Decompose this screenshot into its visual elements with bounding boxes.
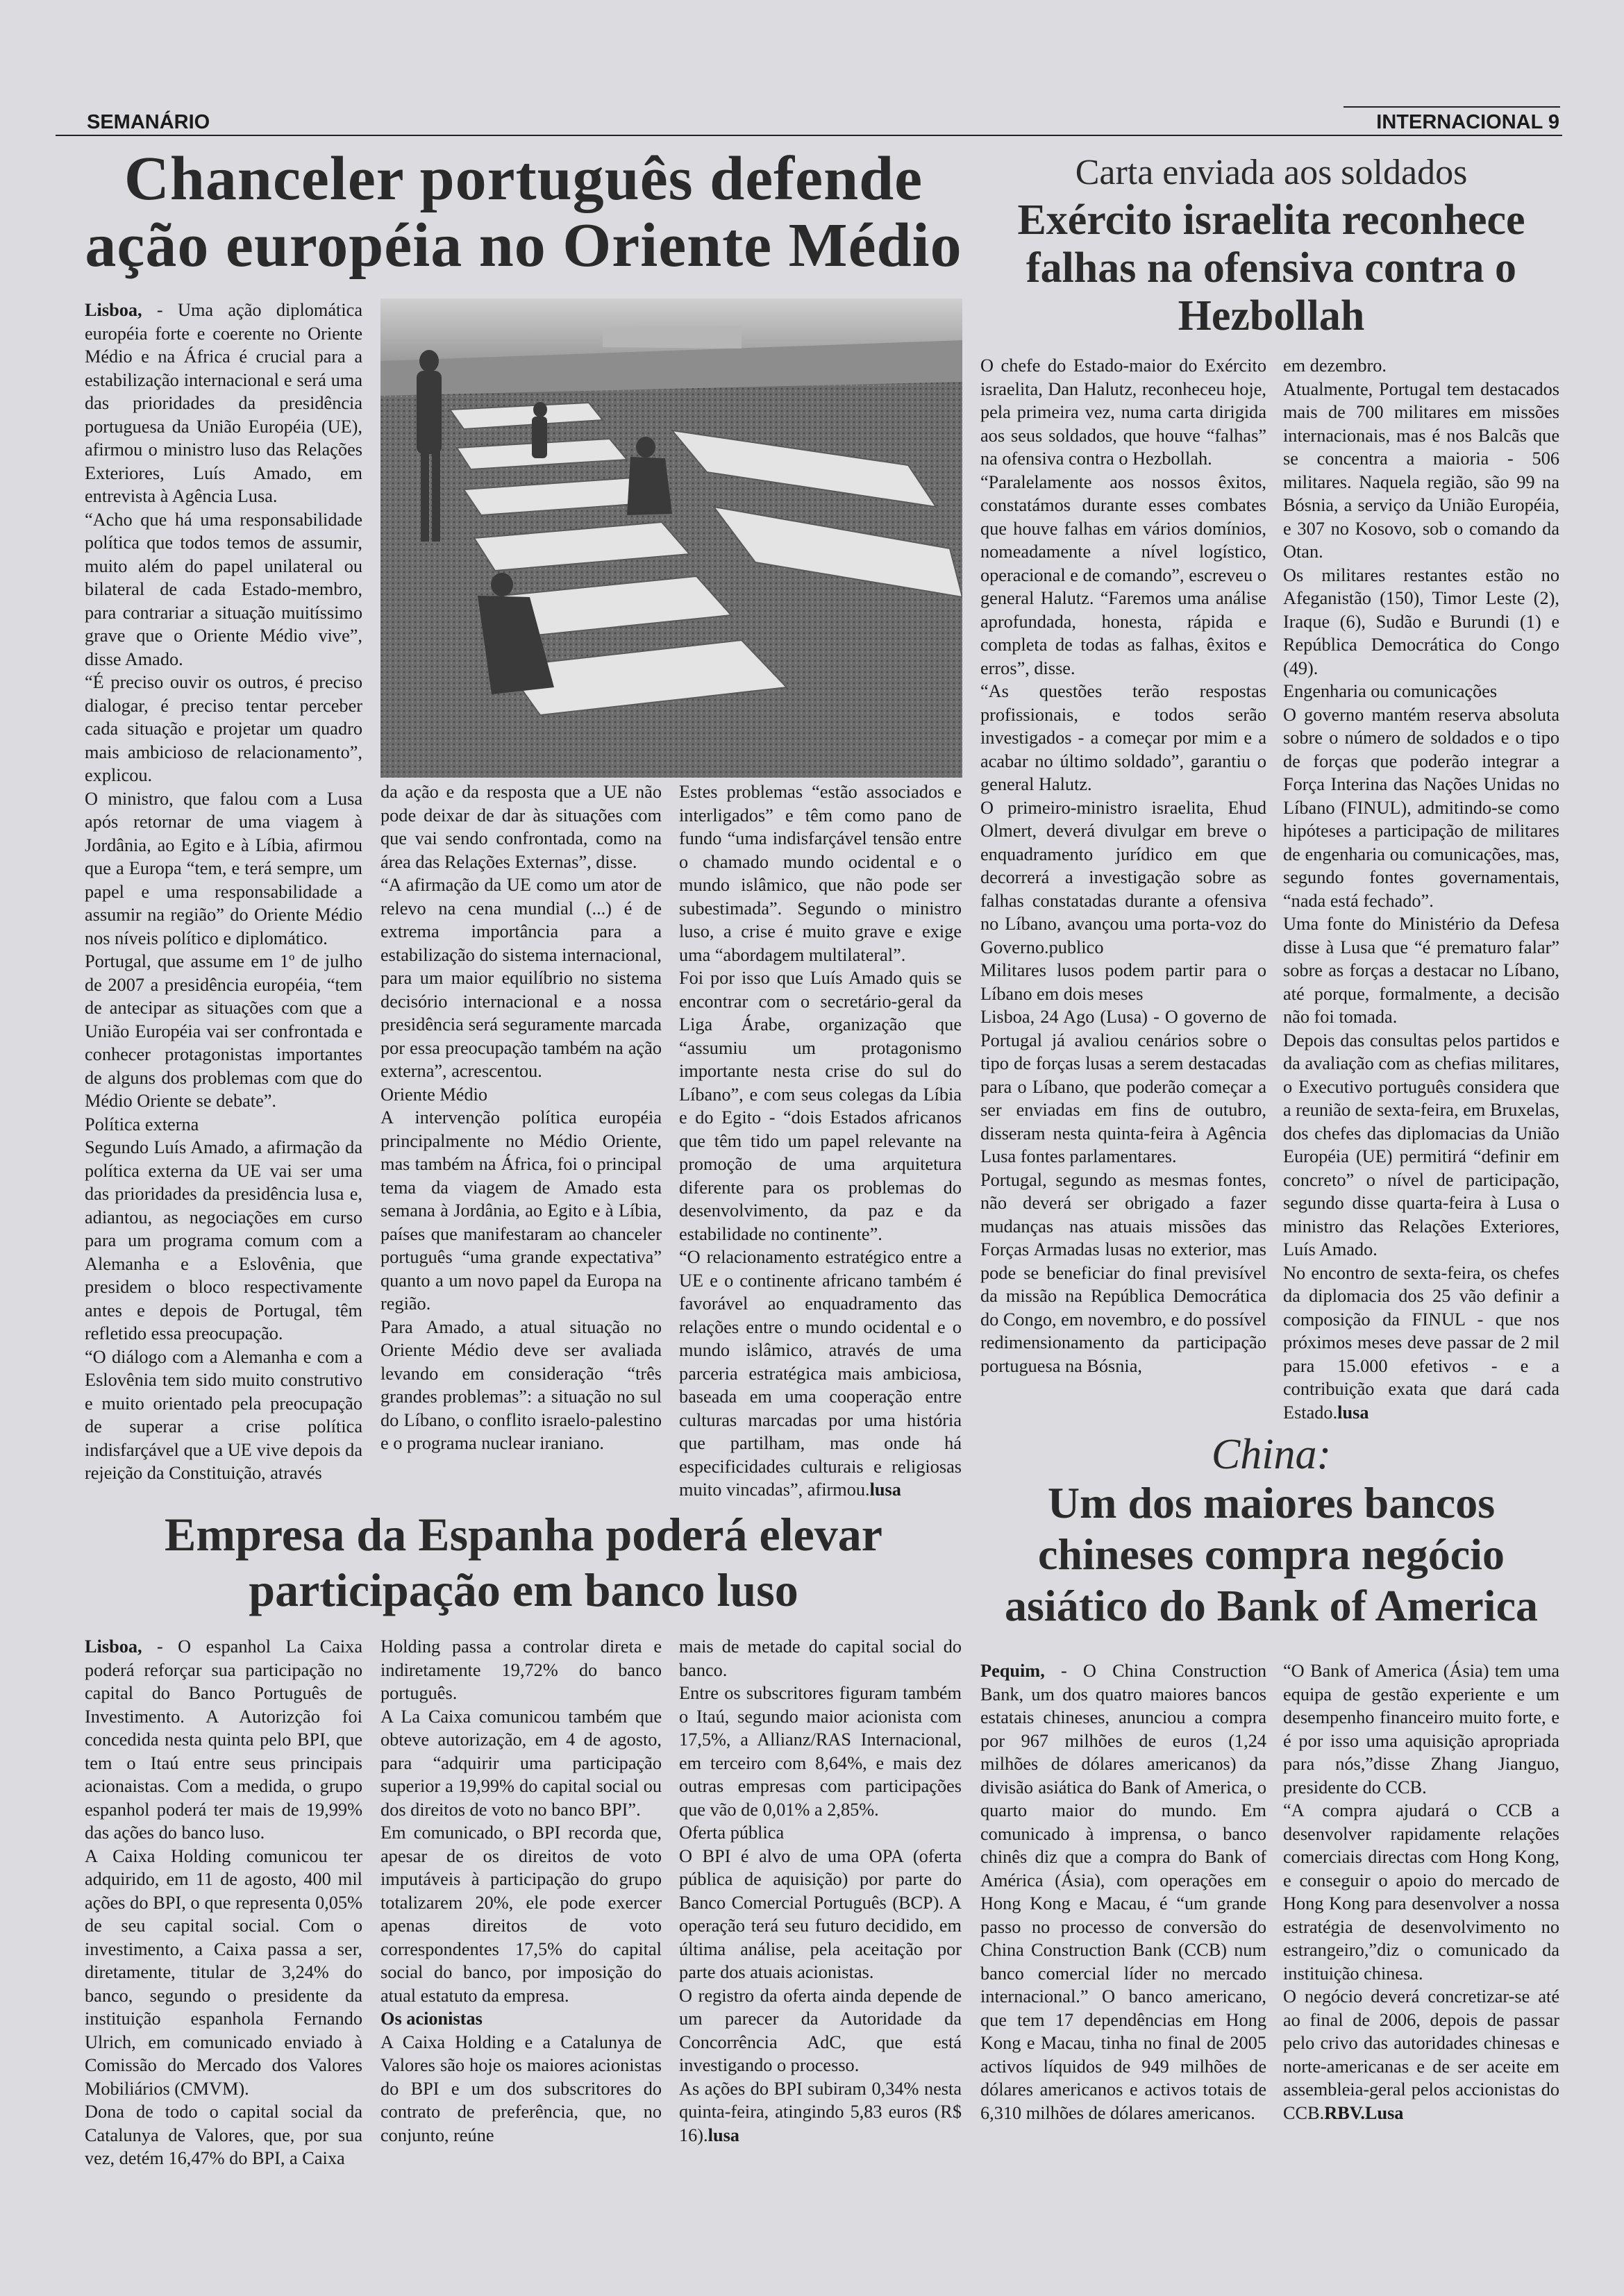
signoff: RBV.Lusa [1324,2102,1404,2123]
article-2-headline: Exército israelita reconhece falhas na ofensiva contra o Hezbollah [1017,196,1525,340]
article-1-headline: Chanceler português defende ação européia no Oriente Médio [85,144,962,280]
subhead: Política externa [85,1114,199,1134]
dateline: Pequim, [980,1661,1045,1681]
signoff: lusa [1337,1402,1369,1423]
article-1-column-1: Lisboa, - Uma ação diplomática européia forte e coerente no Oriente Médio e na África é crucial para a estabilização internacional e será uma das prioridades da presidência portuguesa da União Européia (UE), afirmou o ministro luso das Relações Exteriores, Luís Amado, em entrevista à Agência Lusa. “Acho que há uma responsabilidade política que todos temos de assumir, muito além do papel unilateral ou bilateral de cada Estado-membro, para contrariar a situação muitíssimo grave que o Oriente Médio vive”, disse Amado. “É preciso ouvir os outros, é preciso dialogar, é preciso tentar perceber cada situação e projetar um quadro mais ambicioso de relacionamento”, explicou. O ministro, que falou com a Lusa após retornar de uma viagem à Jordânia, ao Egito e à Líbia, afirmou que a Europa “tem, e terá sempre, um papel e uma responsabilidade a assumir na região” do Oriente Médio nos níveis político e diplomático. Portugal, que assume em 1º de julho de 2007 a presidência européia, “tem de antecipar as situações com que a União Européia vai ser confrontada e conhecer protagonistas importantes de alguns dos problemas com que do Médio Oriente se debate”. Política externa Segundo Luís Amado, a afirmação da política externa da UE vai ser uma das prioridades da presidência lusa e, adiantou, as negociações em curso para um programa comum com a Alemanha e a Eslovênia, que presidem o bloco respectivamente antes e depois de Portugal, têm refletido essa preocupação. “O diálogo com a Alemanha e com a Eslovênia tem sido muito construtivo e muito orientado pela preocupação de superar a crise política indisfarçável que a UE vive depois da rejeição da Constituição, através [85,300,362,1483]
subhead: Oriente Médio [380,1084,488,1105]
article-4-column-1: Pequim, - O China Construction Bank, um dos quatro maiores bancos estatais chineses, anunciou a compra por 967 milhões de euros (1,24 milhões de dólares americanos) da divisão asiática do Bank of America, o quarto maior do mundo. Em comunicado à imprensa, o banco chinês diz que a compra do Bank of América (Ásia), com operações em Hong Kong e Macau, é “um grande passo no processo de conversão do China Construction Bank (CCB) num banco comercial líder no mercado internacional.” O banco americano, que tem 17 dependências em Hong Kong e Macau, tinha no final de 2005 activos líquidos de 949 milhões de dólares americanos e activos totais de 6,310 milhões de dólares americanos. [980,1661,1266,2123]
article-3-column-1: Lisboa, - O espanhol La Caixa poderá reforçar sua participação no capital do Banco Português de Investimento. A Autorizção foi concedida nesta quinta pelo BPI, que tem o Itaú entre seus principais acionaistas. Com a medida, o grupo espanhol poderá ter mais de 19,99% das ações do banco luso. A Caixa Holding comunicou ter adquirido, em 11 de agosto, 400 mil ações do BPI, o que representa 0,05% de seu capital social. Com o investimento, a Caixa passa a ser, diretamente, titular de 3,24% do banco, segundo o presidente da instituição espanhola Fernando Ulrich, em comunicado enviado à Comissão do Mercado dos Valores Mobiliários (CMVM). Dona de todo o capital social da Catalunya de Valores, que, por sua vez, detém 16,47% do BPI, a Caixa [85,1636,362,2168]
article-2-kicker: Carta enviada aos soldados [1075,153,1468,192]
article-1-photo [380,299,962,778]
article-1-column-2: da ação e da resposta que a UE não pode deixar de dar às situações com que vai sendo confrontada, como na área das Relações Externas”, disse. “A afirmação da UE como um ator de relevo na cena mundial (...) é de extrema importância para a estabilização do sistema internacional, para um maior equilíbrio no sistema decisório internacional e a nossa presidência será seguramente marcada por essa preocupação também na ação externa”, acrescentou. Oriente Médio A intervenção política européia principalmente no Médio Oriente, mas também na África, foi o principal tema da viagem de Amado esta semana à Jordânia, ao Egito e à Líbia, países que manifestaram ao chanceler português “uma grande expectativa” quanto a um novo papel da Europa na região. Para Amado, a atual situação no Oriente Médio deve ser avaliada levando em consideração “três grandes problemas”: a situação no sul do Líbano, o conflito israelo-palestino e o programa nuclear iraniano. [380,782,662,1453]
signoff: lusa [869,1480,901,1500]
article-2-column-1: O chefe do Estado-maior do Exército israelita, Dan Halutz, reconheceu hoje, pela primeira vez, numa carta dirigida aos seus soldados, que houve “falhas” na ofensiva contra o Hezbollah. “Paralelamente aos nossos êxitos, constatámos durante esses combates que houve falhas em vários domínios, nomeadamente a nível logístico, operacional e de comando”, escreveu o general Halutz. “Faremos uma análise aprofundada, honesta, rápida e completa de todas as falhas, êxitos e erros”, disse. “As questões terão respostas profissionais, e todos serão investigados - a começar por mim e a acabar no último soldado”, garantiu o general Halutz. O primeiro-ministro israelita, Ehud Olmert, deverá divulgar em breve o enquadramento jurídico em que decorrerá a investigação sobre as falhas constatadas durante a ofensiva no Líbano, avançou uma porta-voz do Governo.publico Militares lusos podem partir para o Líbano em dois meses Lisboa, 24 Ago (Lusa) - O governo de Portugal já avaliou cenários sobre o tipo de forças lusas a serem destacadas para o Líbano, que poderão começar a ser enviadas em fins de outubro, disseram nesta quinta-feira à Agência Lusa fontes parlamentares. Portugal, segundo as mesmas fontes, não deverá ser obrigado a fazer mudanças nas atuais missões das Forças Armadas lusas no exterior, mas pode se beneficiar do final previsível da missão na República Democrática do Congo, em novembro, e do possível redimensionamento da participação portuguesa na Bósnia, [980,355,1266,1376]
article-4-kicker: China: [1211,1431,1332,1478]
subhead: Engenharia ou comunicações [1283,681,1498,701]
subhead: Militares lusos podem partir para o Líbano em dois meses [980,960,1266,1004]
article-4-headline: Um dos maiores bancos chineses compra negócio asiático do Bank of America [1005,1478,1538,1630]
header-top-rule [1343,106,1560,108]
article-1-column-3: Estes problemas “estão associados e interligados” e têm como pano de fundo “uma indisfarçável tensão entre o chamado mundo ocidental e o mundo islâmico, que não pode ser subestimada”. Segundo o ministro luso, a crise é muito grave e exige uma “abordagem multilateral”. Foi por isso que Luís Amado quis se encontrar com o secretário-geral da Liga Árabe, organização que “assumiu um protagonismo importante nesta crise do sul do Líbano”, e com seus colegas da Líbia e do Egito - “dois Estados africanos que têm tido um papel relevante na promoção de uma arquitetura diferente para os problemas do desenvolvimento, da paz e da estabilidade no continente”. “O relacionamento estratégico entre a UE e o continente africano também é favorável ao enquadramento das relações entre o mundo ocidental e o mundo islâmico, através de uma parceria estratégica mais ambiciosa, baseada em uma cooperação entre culturas marcadas por uma história que partilham, mas onde há especificidades culturais e religiosas muito vincadas”, afirmou.lusa [679,782,962,1500]
section-name: SEMANÁRIO [87,111,210,133]
dateline: Lisboa, [85,1636,142,1657]
header-rule [56,135,1562,136]
signoff: lusa [708,2125,739,2145]
article-3-headline: Empresa da Espanha poderá elevar participação em banco luso [165,1508,882,1616]
article-2-column-2: em dezembro. Atualmente, Portugal tem destacados mais de 700 militares em missões internacionais, mas é nos Balcãs que se concentra a maioria - 506 militares. Naquela região, são 99 na Bósnia, a serviço da União Européia, e 307 no Kosovo, sob o comando da Otan. Os militares restantes estão no Afeganistão (150), Timor Leste (2), Iraque (6), Sudão e Burundi (1) e República Democrática do Congo (49). Engenharia ou comunicações O governo mantém reserva absoluta sobre o número de soldados e o tipo de forças que poderão integrar a Força Interina das Nações Unidas no Líbano (FINUL), admitindo-se como hipóteses a participação de militares de engenharia ou comunicações, mas, segundo fontes governamentais, “nada está fechado”. Uma fonte do Ministério da Defesa disse à Lusa que “é prematuro falar” sobre as forças a destacar no Líbano, até porque, formalmente, a decisão não foi tomada. Depois das consultas pelos partidos e da avaliação com as chefias militares, o Executivo português considera que a reunião de sexta-feira, em Bruxelas, dos chefes das diplomacias da União Européia (UE) permitirá “definir em concreto” o nível de participação, segundo disse quarta-feira à Lusa o ministro das Relações Exteriores, Luís Amado. No encontro de sexta-feira, os chefes da diplomacia dos 25 vão definir a composição da FINUL - que nos próximos meses deve passar de 2 mil para 15.000 efetivos - e a contribuição exata que dará cada Estado.lusa [1283,355,1559,1423]
article-3-column-3: mais de metade do capital social do banco. Entre os subscritores figuram também o Itaú, segundo maior acionista com 17,5%, a Allianz/RAS Internacional, em terceiro com 8,64%, e mais dez outras empresas com participações que vão de 0,01% a 2,85%. Oferta pública O BPI é alvo de uma OPA (oferta pública de aquisição) por parte do Banco Comercial Português (BCP). A operação terá seu futuro decidido, em última análise, pela aceitação por parte dos atuais acionistas. O registro da oferta ainda depende de um parecer da Autoridade da Concorrência AdC, que está investigando o processo. As ações do BPI subiram 0,34% nesta quinta-feira, atingindo 5,83 euros (R$ 16).lusa [679,1636,962,2145]
dateline: Lisboa, [85,300,142,320]
article-3-column-2: Holding passa a controlar direta e indiretamente 19,72% do banco português. A La Caixa comunicou também que obteve autorização, em 4 de agosto, para “adquirir uma participação superior a 19,99% do capital social ou dos direitos de voto no banco BPI”. Em comunicado, o BPI recorda que, apesar de os direitos de voto imputáveis à participação do grupo totalizarem 20%, ele pode exercer apenas direitos de voto correspondentes 17,5% do capital social do banco, por imposição do atual estatuto da empresa. Os acionistas A Caixa Holding e a Catalunya de Valores são hoje os maiores acionistas do BPI e um dos subscritores do contrato de preferência, que, no conjunto, reúne [380,1636,662,2145]
article-4-column-2: “O Bank of America (Ásia) tem uma equipa de gestão experiente e um desempenho financeiro muito forte, e é por isso uma aquisição apropriada para nós,”disse Zhang Jianguo, presidente do CCB. “A compra ajudará o CCB a desenvolver rapidamente relações comerciais directas com Hong Kong, e conseguir o apoio do mercado de Hong Kong para desenvolver a nossa estratégia de desenvolvimento no estrangeiro,”diz o comunicado da instituição chinesa. O negócio deverá concretizar-se até ao final de 2006, depois de passar pelo crivo das autoridades chinesas e norte-americanas e de ser aceite em assembleia-geral pelos accionistas do CCB.RBV.Lusa [1283,1661,1559,2123]
subhead: Oferta pública [679,1822,785,1843]
page-section-number: INTERNACIONAL 9 [1376,111,1559,133]
subhead: Os acionistas [380,2009,483,2029]
